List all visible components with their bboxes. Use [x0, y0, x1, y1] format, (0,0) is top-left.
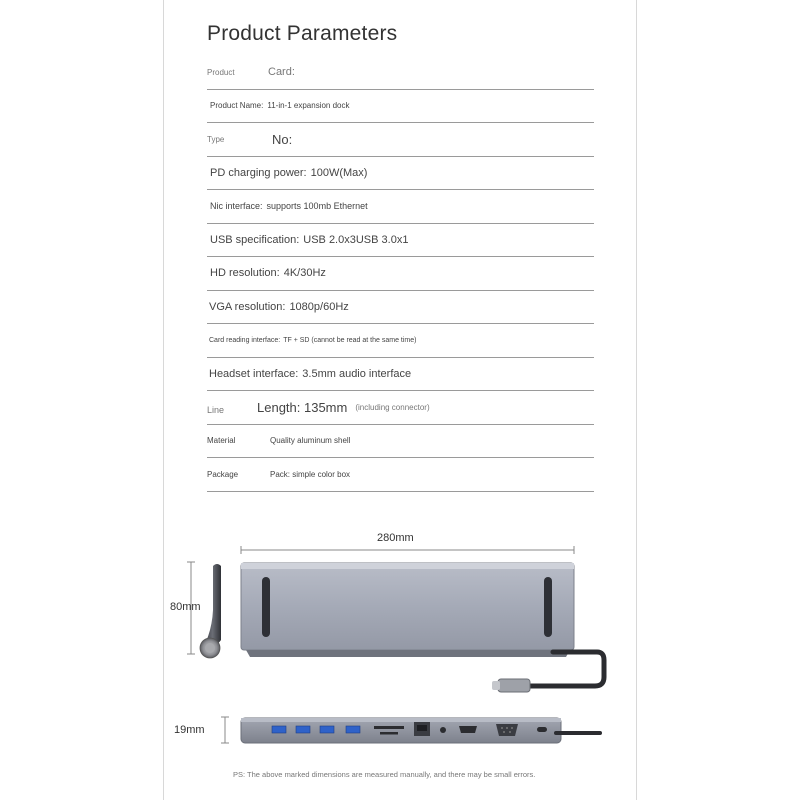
param-value: 3.5mm audio interface — [302, 367, 412, 380]
param-value: 100W(Max) — [310, 166, 368, 179]
param-value: Card: — [268, 66, 295, 79]
param-value: 4K/30Hz — [283, 267, 326, 280]
param-value: 1080p/60Hz — [289, 300, 349, 313]
param-key: VGA resolution: — [209, 300, 286, 313]
param-value: Pack: simple color box — [270, 469, 351, 479]
param-key: HD resolution: — [210, 267, 280, 280]
param-value: USB 2.0x3USB 3.0x1 — [303, 233, 409, 246]
param-key: Material — [207, 436, 236, 446]
param-value: No: — [272, 131, 293, 147]
param-key: Nic interface: — [210, 201, 263, 212]
param-key: Package — [207, 469, 239, 479]
dock-front-port-view — [241, 718, 600, 743]
measurement-footnote: PS: The above marked dimensions are measured manually, and there may be small errors. — [233, 770, 536, 779]
dock-top-view — [241, 563, 604, 692]
depth-dimension-label: 19mm — [174, 724, 205, 736]
param-key: Line — [207, 405, 225, 416]
param-value: supports 100mb Ethernet — [266, 201, 368, 212]
param-key: Product Name: — [210, 101, 264, 111]
param-key: Headset interface: — [209, 367, 299, 380]
param-key: USB specification: — [210, 233, 300, 246]
dock-side-view — [200, 564, 221, 658]
param-value: Quality aluminum shell — [270, 436, 351, 446]
param-key: PD charging power: — [210, 166, 307, 179]
width-dimension-label: 280mm — [377, 532, 414, 544]
param-value: Length: 135mm — [257, 399, 348, 415]
param-note: (including connector) — [355, 402, 430, 412]
param-key: Card reading interface: — [209, 336, 281, 344]
height-dimension-label: 80mm — [170, 601, 201, 613]
param-key: Type — [207, 134, 225, 144]
width-dimension-line — [241, 546, 574, 554]
param-key: Product — [207, 67, 235, 77]
page-title: Product Parameters — [207, 22, 398, 45]
param-value: TF + SD (cannot be read at the same time) — [283, 336, 417, 344]
depth-dimension-line — [221, 717, 229, 743]
param-value: 11-in-1 expansion dock — [267, 101, 350, 111]
